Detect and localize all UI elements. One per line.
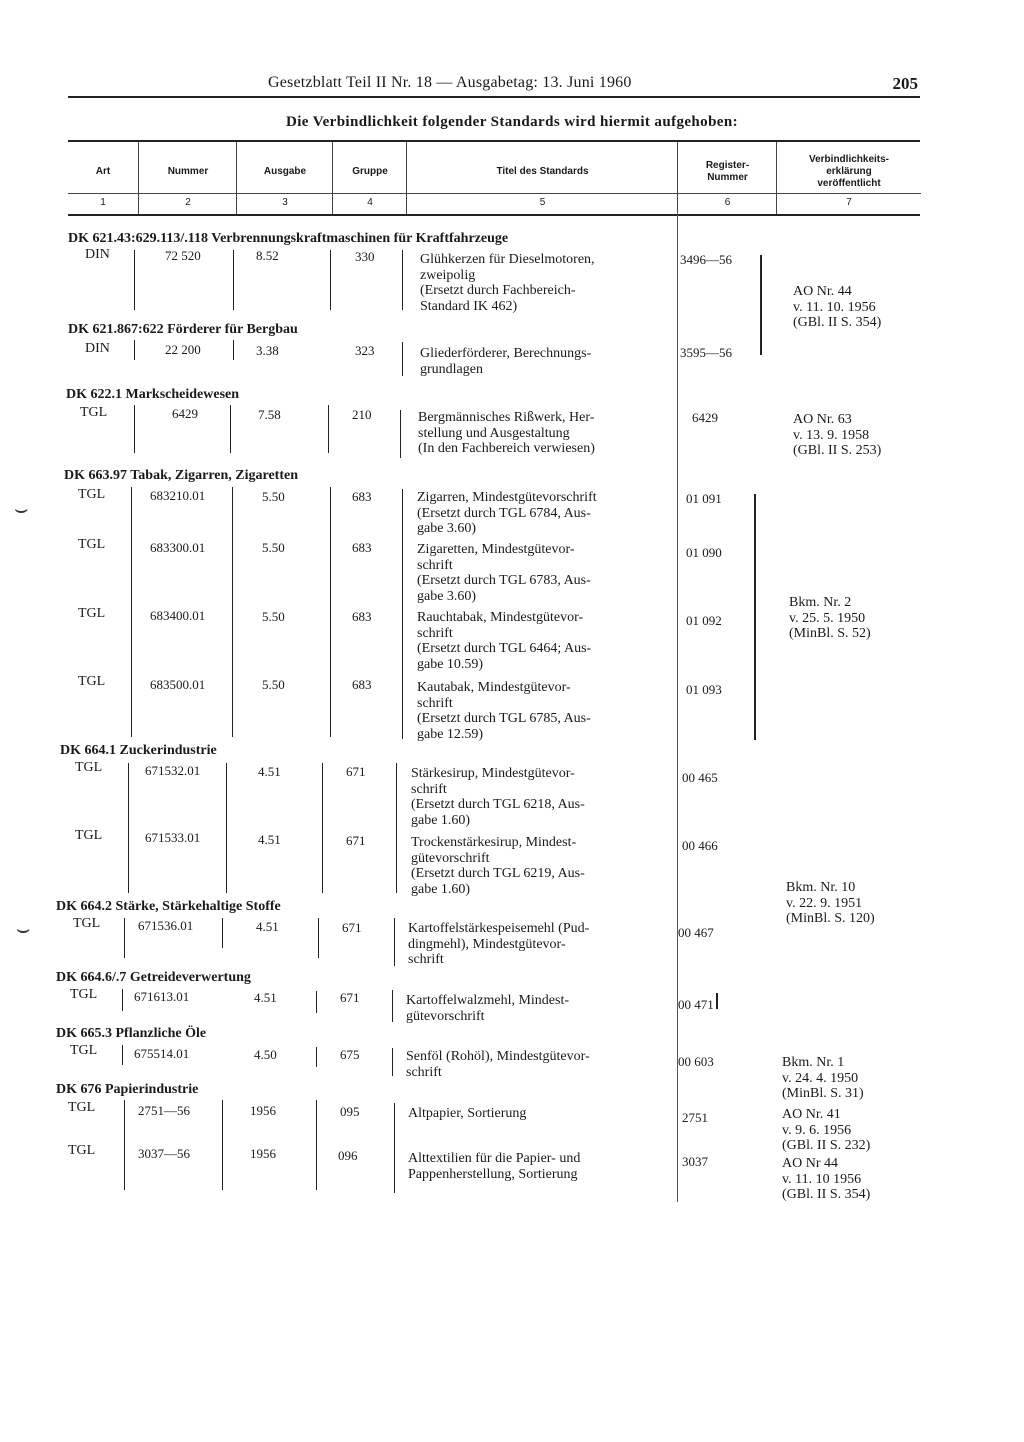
bracket-line bbox=[760, 255, 762, 355]
cell-art: DIN bbox=[85, 247, 110, 262]
cell-ausgabe: 5.50 bbox=[262, 677, 285, 692]
cell-nummer: 22 200 bbox=[165, 342, 201, 357]
section-title: DK 664.2 Stärke, Stärkehaltige Stoffe bbox=[56, 899, 281, 914]
row-rule bbox=[318, 918, 319, 958]
section-title: DK 676 Papierindustrie bbox=[56, 1082, 199, 1097]
row-rule bbox=[328, 405, 329, 453]
cell-ausgabe: 1956 bbox=[250, 1146, 276, 1161]
row-rule bbox=[402, 250, 403, 310]
row-rule bbox=[392, 990, 393, 1022]
section-title: DK 622.1 Markscheidewesen bbox=[66, 387, 240, 402]
cell-art: TGL bbox=[80, 405, 108, 420]
cell-nummer: 671536.01 bbox=[138, 918, 194, 933]
cell-gruppe: 683 bbox=[352, 489, 372, 504]
cell-art: TGL bbox=[78, 487, 106, 502]
cell-ausgabe: 4.51 bbox=[256, 919, 279, 934]
cell-nummer: 3037—56 bbox=[138, 1146, 190, 1161]
row-rule bbox=[233, 340, 234, 360]
cell-titel: Stärkesirup, Mindestgütevor- schrift (Ersetzt durch TGL 6218, Aus- gabe 1.60) bbox=[411, 766, 585, 828]
column-art bbox=[68, 142, 138, 214]
cell-verbindlichkeit: AO Nr. 63 v. 13. 9. 1958 (GBl. II S. 253) bbox=[793, 412, 882, 458]
cell-titel: Altpapier, Sortierung bbox=[408, 1106, 527, 1121]
cell-nummer: 6429 bbox=[172, 406, 198, 421]
cell-art: TGL bbox=[75, 760, 103, 775]
row-rule bbox=[402, 342, 403, 376]
row-rule bbox=[330, 487, 331, 737]
cell-verbindlichkeit: AO Nr. 41 v. 9. 6. 1956 (GBl. II S. 232) bbox=[782, 1107, 871, 1153]
header-title: Gesetzblatt Teil II Nr. 18 — Ausgabetag: 13. Juni 1960 bbox=[268, 74, 632, 91]
cell-verbindlichkeit: AO Nr 44 v. 11. 10 1956 (GBl. II S. 354) bbox=[782, 1156, 871, 1202]
cell-gruppe: 683 bbox=[352, 609, 372, 624]
row-rule bbox=[402, 489, 403, 739]
row-rule bbox=[394, 1103, 395, 1193]
column-nummer bbox=[138, 142, 237, 214]
cell-gruppe: 095 bbox=[340, 1104, 360, 1119]
cell-art: DIN bbox=[85, 341, 110, 356]
row-rule bbox=[400, 410, 401, 458]
row-rule bbox=[226, 763, 227, 893]
row-rule bbox=[392, 1048, 393, 1076]
cell-ausgabe: 1956 bbox=[250, 1103, 276, 1118]
cell-nummer: 671533.01 bbox=[145, 830, 201, 845]
column-number: 1 bbox=[68, 193, 138, 212]
cell-gruppe: 330 bbox=[355, 249, 375, 264]
cell-verbindlichkeit: AO Nr. 44 v. 11. 10. 1956 (GBl. II S. 354) bbox=[793, 284, 882, 330]
section-title: DK 664.1 Zuckerindustrie bbox=[60, 743, 217, 758]
cell-nummer: 671532.01 bbox=[145, 763, 201, 778]
row-rule bbox=[122, 1045, 123, 1065]
section-title: DK 621.867:622 Förderer für Bergbau bbox=[68, 322, 298, 337]
column-number: 5 bbox=[407, 193, 678, 212]
column-number: 6 bbox=[678, 193, 777, 212]
column-number: 2 bbox=[139, 193, 237, 212]
cell-register: 01 092 bbox=[686, 613, 722, 628]
row-rule bbox=[232, 487, 233, 737]
cell-ausgabe: 5.50 bbox=[262, 609, 285, 624]
row-rule bbox=[131, 487, 132, 737]
column-number: 4 bbox=[333, 193, 407, 212]
section-title: DK 664.6/.7 Getreideverwertung bbox=[56, 970, 251, 985]
cell-titel: Rauchtabak, Mindestgütevor- schrift (Ersetzt durch TGL 6464; Aus- gabe 10.59) bbox=[417, 610, 592, 672]
row-rule bbox=[330, 250, 331, 310]
bracket-line bbox=[754, 494, 756, 740]
cell-nummer: 72 520 bbox=[165, 248, 201, 263]
section-title: DK 665.3 Pflanzliche Öle bbox=[56, 1026, 207, 1041]
cell-titel: Bergmännisches Rißwerk, Her- stellung und Ausgestaltung (In den Fachbereich verwiesen) bbox=[418, 410, 595, 456]
cell-ausgabe: 4.51 bbox=[254, 990, 277, 1005]
cell-verbindlichkeit: Bkm. Nr. 1 v. 24. 4. 1950 (MinBl. S. 31) bbox=[782, 1055, 864, 1101]
running-header bbox=[68, 72, 920, 98]
cell-register: 00 603 bbox=[678, 1054, 714, 1069]
cell-titel: Kartoffelstärkespeisemehl (Pud- dingmehl), Mindestgütevor- schrift bbox=[408, 921, 590, 967]
cell-nummer: 683300.01 bbox=[150, 540, 206, 555]
cell-nummer: 683210.01 bbox=[150, 488, 206, 503]
cell-ausgabe: 4.51 bbox=[258, 832, 281, 847]
cell-register: 00 466 bbox=[682, 838, 718, 853]
column-verbindlichkeit bbox=[776, 142, 921, 214]
cell-ausgabe: 4.50 bbox=[254, 1047, 277, 1062]
cell-art: TGL bbox=[70, 987, 98, 1002]
cell-register: 3496—56 bbox=[680, 252, 732, 267]
cell-gruppe: 323 bbox=[355, 343, 375, 358]
cell-art: TGL bbox=[78, 674, 106, 689]
cell-art: TGL bbox=[78, 606, 106, 621]
cell-titel: Kartoffelwalzmehl, Mindest- gütevorschrift bbox=[406, 993, 570, 1024]
column-label: Gruppe bbox=[352, 166, 388, 177]
column-number: 3 bbox=[237, 193, 333, 212]
section-title: DK 621.43:629.113/.118 Verbrennungskraftmaschinen für Kraftfahrzeuge bbox=[68, 231, 509, 246]
page-number: 205 bbox=[892, 74, 918, 93]
cell-register: 01 093 bbox=[686, 682, 722, 697]
row-rule bbox=[134, 340, 135, 360]
cell-titel: Trockenstärkesirup, Mindest- gütevorschrift (Ersetzt durch TGL 6219, Aus- gabe 1.60) bbox=[411, 835, 585, 897]
cell-ausgabe: 7.58 bbox=[258, 407, 281, 422]
row-rule bbox=[134, 250, 135, 310]
cell-art: TGL bbox=[68, 1100, 96, 1115]
cell-titel: Senföl (Rohöl), Mindestgütevor- schrift bbox=[406, 1049, 590, 1080]
cell-register: 00 465 bbox=[682, 770, 718, 785]
cell-art: TGL bbox=[70, 1043, 98, 1058]
row-rule bbox=[322, 763, 323, 893]
column-titel bbox=[406, 142, 678, 214]
row-rule bbox=[124, 918, 125, 958]
cell-verbindlichkeit: Bkm. Nr. 10 v. 22. 9. 1951 (MinBl. S. 120) bbox=[786, 880, 875, 926]
cell-ausgabe: 3.38 bbox=[256, 343, 279, 358]
cell-register: 2751 bbox=[682, 1110, 708, 1125]
cell-gruppe: 096 bbox=[338, 1148, 358, 1163]
column-ausgabe bbox=[236, 142, 333, 214]
cell-gruppe: 671 bbox=[340, 990, 360, 1005]
cell-register: 01 090 bbox=[686, 545, 722, 560]
cell-nummer: 2751—56 bbox=[138, 1103, 190, 1118]
cell-gruppe: 683 bbox=[352, 540, 372, 555]
row-rule bbox=[316, 1100, 317, 1190]
cell-nummer: 671613.01 bbox=[134, 989, 190, 1004]
bracket-line bbox=[716, 993, 718, 1009]
row-rule bbox=[122, 989, 123, 1011]
cell-register: 6429 bbox=[692, 410, 718, 425]
cell-gruppe: 671 bbox=[346, 764, 366, 779]
pencil-check-mark: ⌣ bbox=[16, 916, 31, 941]
cell-titel: Alttextilien für die Papier- und Pappenherstellung, Sortierung bbox=[408, 1151, 581, 1182]
cell-register: 01 091 bbox=[686, 491, 722, 506]
column-label: Nummer bbox=[167, 166, 209, 177]
column-label: Ausgabe bbox=[263, 166, 307, 177]
cell-art: TGL bbox=[78, 537, 106, 552]
cell-ausgabe: 5.50 bbox=[262, 489, 285, 504]
column-label: Titel des Standards bbox=[496, 166, 589, 177]
column-label: Register- Nummer bbox=[705, 160, 750, 183]
row-rule bbox=[316, 991, 317, 1013]
cell-verbindlichkeit: Bkm. Nr. 2 v. 25. 5. 1950 (MinBl. S. 52) bbox=[789, 595, 871, 641]
table-header bbox=[68, 140, 920, 216]
row-rule bbox=[230, 405, 231, 453]
cell-gruppe: 683 bbox=[352, 677, 372, 692]
row-rule bbox=[222, 1100, 223, 1190]
cell-gruppe: 671 bbox=[342, 920, 362, 935]
cell-nummer: 683500.01 bbox=[150, 677, 206, 692]
row-rule bbox=[233, 250, 234, 310]
cell-nummer: 683400.01 bbox=[150, 608, 206, 623]
row-rule bbox=[134, 405, 135, 453]
column-label: Art bbox=[95, 166, 111, 177]
column-register bbox=[677, 142, 777, 214]
cell-titel: Glühkerzen für Dieselmotoren, zweipolig (Ersetzt durch Fachbereich- Standard IK 462) bbox=[420, 252, 595, 314]
cell-ausgabe: 8.52 bbox=[256, 248, 279, 263]
cell-art: TGL bbox=[75, 828, 103, 843]
cell-gruppe: 675 bbox=[340, 1047, 360, 1062]
cell-art: TGL bbox=[73, 916, 101, 931]
cell-ausgabe: 5.50 bbox=[262, 540, 285, 555]
row-rule bbox=[124, 1100, 125, 1190]
cell-titel: Zigaretten, Mindestgütevor- schrift (Ersetzt durch TGL 6783, Aus- gabe 3.60) bbox=[417, 542, 591, 604]
cell-gruppe: 210 bbox=[352, 407, 372, 422]
cell-titel: Gliederförderer, Berechnungs- grundlagen bbox=[420, 346, 592, 377]
cell-nummer: 675514.01 bbox=[134, 1046, 190, 1061]
cell-gruppe: 671 bbox=[346, 833, 366, 848]
pencil-check-mark: ⌣ bbox=[14, 496, 29, 521]
cell-register: 00 467 bbox=[678, 925, 714, 940]
row-rule bbox=[128, 763, 129, 893]
row-rule bbox=[394, 918, 395, 966]
cell-art: TGL bbox=[68, 1143, 96, 1158]
cell-titel: Zigarren, Mindestgütevorschrift (Ersetzt durch TGL 6784, Aus- gabe 3.60) bbox=[417, 490, 597, 536]
section-title: DK 663.97 Tabak, Zigarren, Zigaretten bbox=[64, 468, 299, 483]
cell-register: 00 471 bbox=[678, 997, 714, 1012]
cell-ausgabe: 4.51 bbox=[258, 764, 281, 779]
row-rule bbox=[396, 763, 397, 893]
column-label: Verbindlichkeits- erklärung veröffentlicht bbox=[808, 154, 890, 189]
row-rule bbox=[316, 1047, 317, 1067]
column-number: 7 bbox=[777, 193, 921, 212]
cell-register: 3037 bbox=[682, 1154, 708, 1169]
row-rule bbox=[222, 918, 223, 948]
cell-register: 3595—56 bbox=[680, 345, 732, 360]
column-gruppe bbox=[332, 142, 407, 214]
table-heading: Die Verbindlichkeit folgender Standards wird hiermit aufgehoben: bbox=[285, 114, 738, 130]
cell-titel: Kautabak, Mindestgütevor- schrift (Ersetzt durch TGL 6785, Aus- gabe 12.59) bbox=[417, 680, 591, 742]
